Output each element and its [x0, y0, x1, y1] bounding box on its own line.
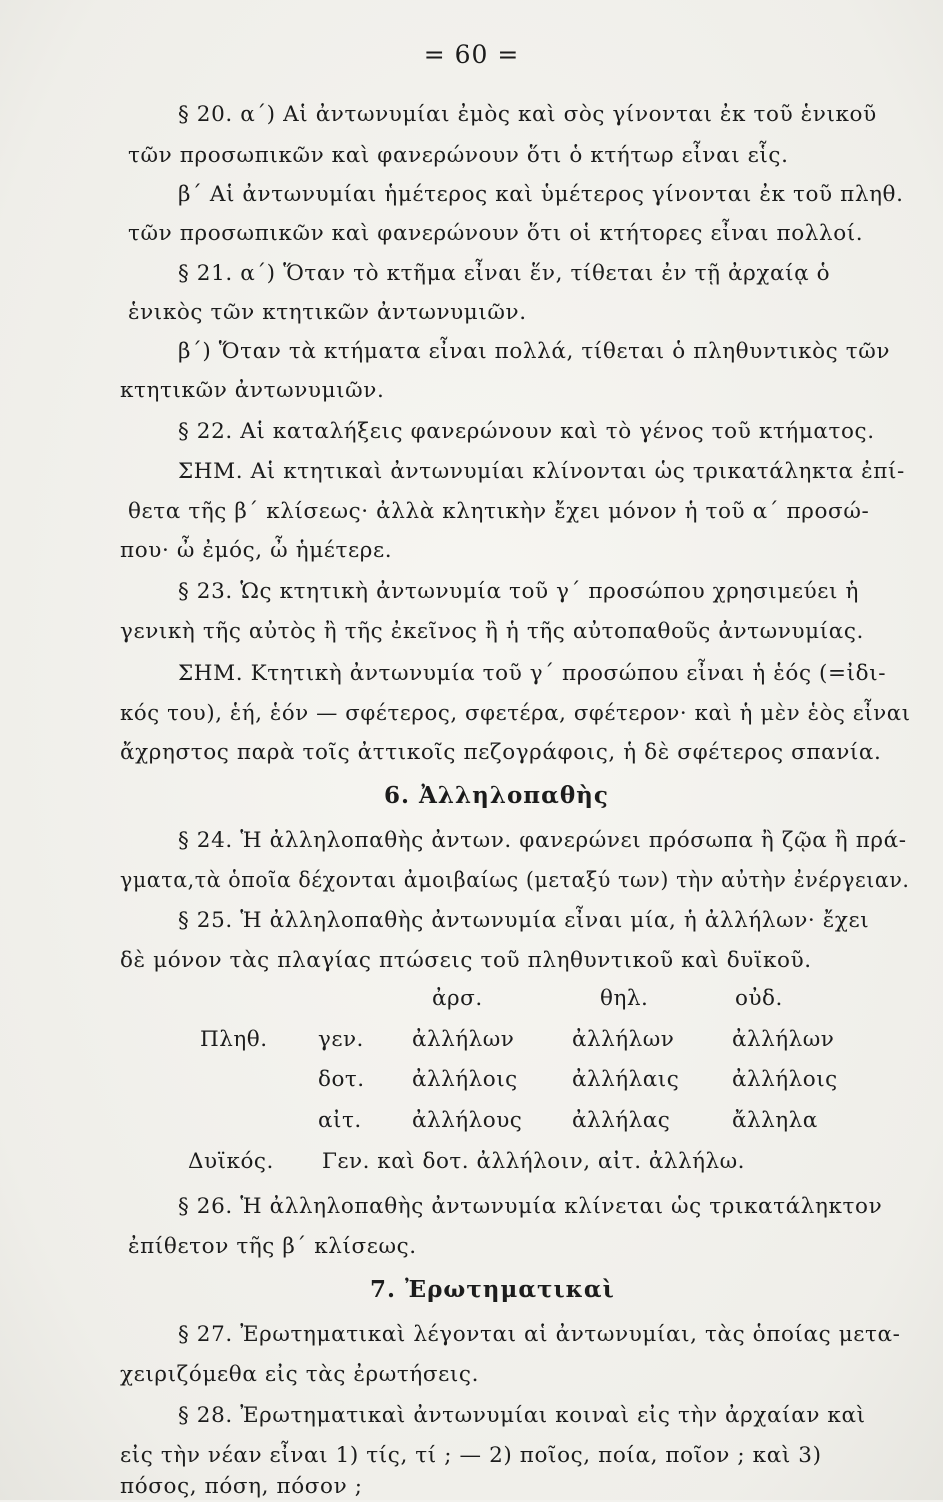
text-line: ΣΗΜ. Αἱ κτητικαὶ ἀντωνυμίαι κλίνονται ὡς τρικατάληκτα ἐπί- [178, 459, 905, 484]
table-cell: ἀλλήλοις [412, 1067, 518, 1092]
table-cell: ἄλληλα [732, 1108, 818, 1133]
text-line: § 22. Αἱ καταλήξεις φανερώνουν καὶ τὸ γένος τοῦ κτήματος. [178, 419, 875, 444]
text-line: § 23. Ὡς κτητικὴ ἀντωνυμία τοῦ γ΄ προσώπου χρησιμεύει ἡ [178, 579, 859, 604]
page-number: = 60 = [423, 40, 520, 69]
text-line: πόσος, πόση, πόσον ; [120, 1474, 363, 1499]
text-line: ἑνικὸς τῶν κτητικῶν ἀντωνυμιῶν. [128, 300, 527, 325]
text-line: § 24. Ἡ ἀλληλοπαθὴς ἀντων. φανερώνει πρόσωπα ἢ ζῷα ἢ πρά- [178, 828, 907, 853]
text-line: § 28. Ἐρωτηματικαὶ ἀντωνυμίαι κοιναὶ εἰς τὴν ἀρχαίαν καὶ [178, 1403, 866, 1428]
text-line: β΄) Ὅταν τὰ κτήματα εἶναι πολλά, τίθεται ὁ πληθυντικὸς τῶν [178, 339, 891, 364]
table-cell: γεν. [318, 1027, 364, 1052]
text-line: γενικὴ τῆς αὐτὸς ἢ τῆς ἐκεῖνος ἢ ἡ τῆς αὐτοπαθοῦς ἀντωνυμίας. [120, 619, 864, 644]
text-line: β΄ Αἱ ἀντωνυμίαι ἡμέτερος καὶ ὑμέτερος γίνονται ἐκ τοῦ πληθ. [178, 182, 904, 207]
text-line: δὲ μόνον τὰς πλαγίας πτώσεις τοῦ πληθυντικοῦ καὶ δυϊκοῦ. [120, 948, 812, 973]
table-cell: ἀλλήλας [572, 1108, 671, 1133]
text-line: § 21. α΄) Ὅταν τὸ κτῆμα εἶναι ἕν, τίθεται ἐν τῇ ἀρχαίᾳ ὁ [178, 261, 831, 286]
text-line: § 27. Ἐρωτηματικαὶ λέγονται αἱ ἀντωνυμίαι, τὰς ὁποίας μετα- [178, 1322, 901, 1347]
text-line: κός του), ἑή, ἑόν — σφέτερος, σφετέρα, σφέτερον· καὶ ἡ μὲν ἑὸς εἶναι [120, 701, 911, 726]
text-line: που· ὦ ἐμός, ὦ ἡμέτερε. [120, 538, 393, 563]
table-cell: ἀλλήλων [572, 1027, 675, 1052]
section-heading: 6. Ἀλληλοπαθὴς [384, 782, 609, 809]
table-cell: ἀλλήλων [412, 1027, 515, 1052]
section-heading: 7. Ἐρωτηματικαὶ [370, 1276, 615, 1303]
table-cell: ἀλλήλους [412, 1108, 523, 1133]
text-line: § 25. Ἡ ἀλληλοπαθὴς ἀντωνυμία εἶναι μία, ἡ ἀλλήλων· ἔχει [178, 908, 870, 933]
table-cell: δοτ. [318, 1067, 365, 1092]
table-header: οὐδ. [735, 986, 783, 1011]
table-cell: ἀλλήλαις [572, 1067, 680, 1092]
text-line: ΣΗΜ. Κτητικὴ ἀντωνυμία τοῦ γ΄ προσώπου εἶναι ἡ ἑός (=ἰδι- [178, 661, 887, 686]
table-dual-forms: Γεν. καὶ δοτ. ἀλλήλοιν, αἰτ. ἀλλήλω. [322, 1149, 746, 1174]
text-line: § 26. Ἡ ἀλληλοπαθὴς ἀντωνυμία κλίνεται ὡς τρικατάληκτον [178, 1194, 883, 1219]
table-cell: ἀλλήλων [732, 1027, 835, 1052]
text-line: εἰς τὴν νέαν εἶναι 1) τίς, τί ; — 2) ποῖος, ποία, ποῖον ; καὶ 3) [120, 1443, 822, 1468]
table-cell: ἀλλήλοις [732, 1067, 838, 1092]
text-line: χειριζόμεθα εἰς τὰς ἐρωτήσεις. [120, 1362, 480, 1387]
table-header: θηλ. [600, 986, 649, 1011]
text-line: γματα,τὰ ὁποῖα δέχονται ἀμοιβαίως (μεταξύ των) τὴν αὐτὴν ἐνέργειαν. [120, 868, 910, 893]
table-header: ἀρσ. [432, 986, 483, 1011]
text-line: § 20. α΄) Αἱ ἀντωνυμίαι ἐμὸς καὶ σὸς γίνονται ἐκ τοῦ ἑνικοῦ [178, 102, 877, 127]
text-line: κτητικῶν ἀντωνυμιῶν. [120, 378, 385, 403]
text-line: τῶν προσωπικῶν καὶ φανερώνουν ὅτι οἱ κτήτορες εἶναι πολλοί. [128, 221, 864, 246]
text-line: θετα τῆς β΄ κλίσεως· ἀλλὰ κλητικὴν ἔχει μόνον ἡ τοῦ α΄ προσώ- [128, 499, 870, 524]
table-cell: αἰτ. [318, 1108, 362, 1133]
text-line: ἄχρηστος παρὰ τοῖς ἀττικοῖς πεζογράφοις, ἡ δὲ σφέτερος σπανία. [120, 740, 882, 765]
text-line: τῶν προσωπικῶν καὶ φανερώνουν ὅτι ὁ κτήτωρ εἶναι εἷς. [128, 143, 789, 168]
table-label: Πληθ. [200, 1027, 268, 1052]
table-label: Δυϊκός. [188, 1149, 274, 1174]
text-line: ἐπίθετον τῆς β΄ κλίσεως. [128, 1234, 417, 1259]
